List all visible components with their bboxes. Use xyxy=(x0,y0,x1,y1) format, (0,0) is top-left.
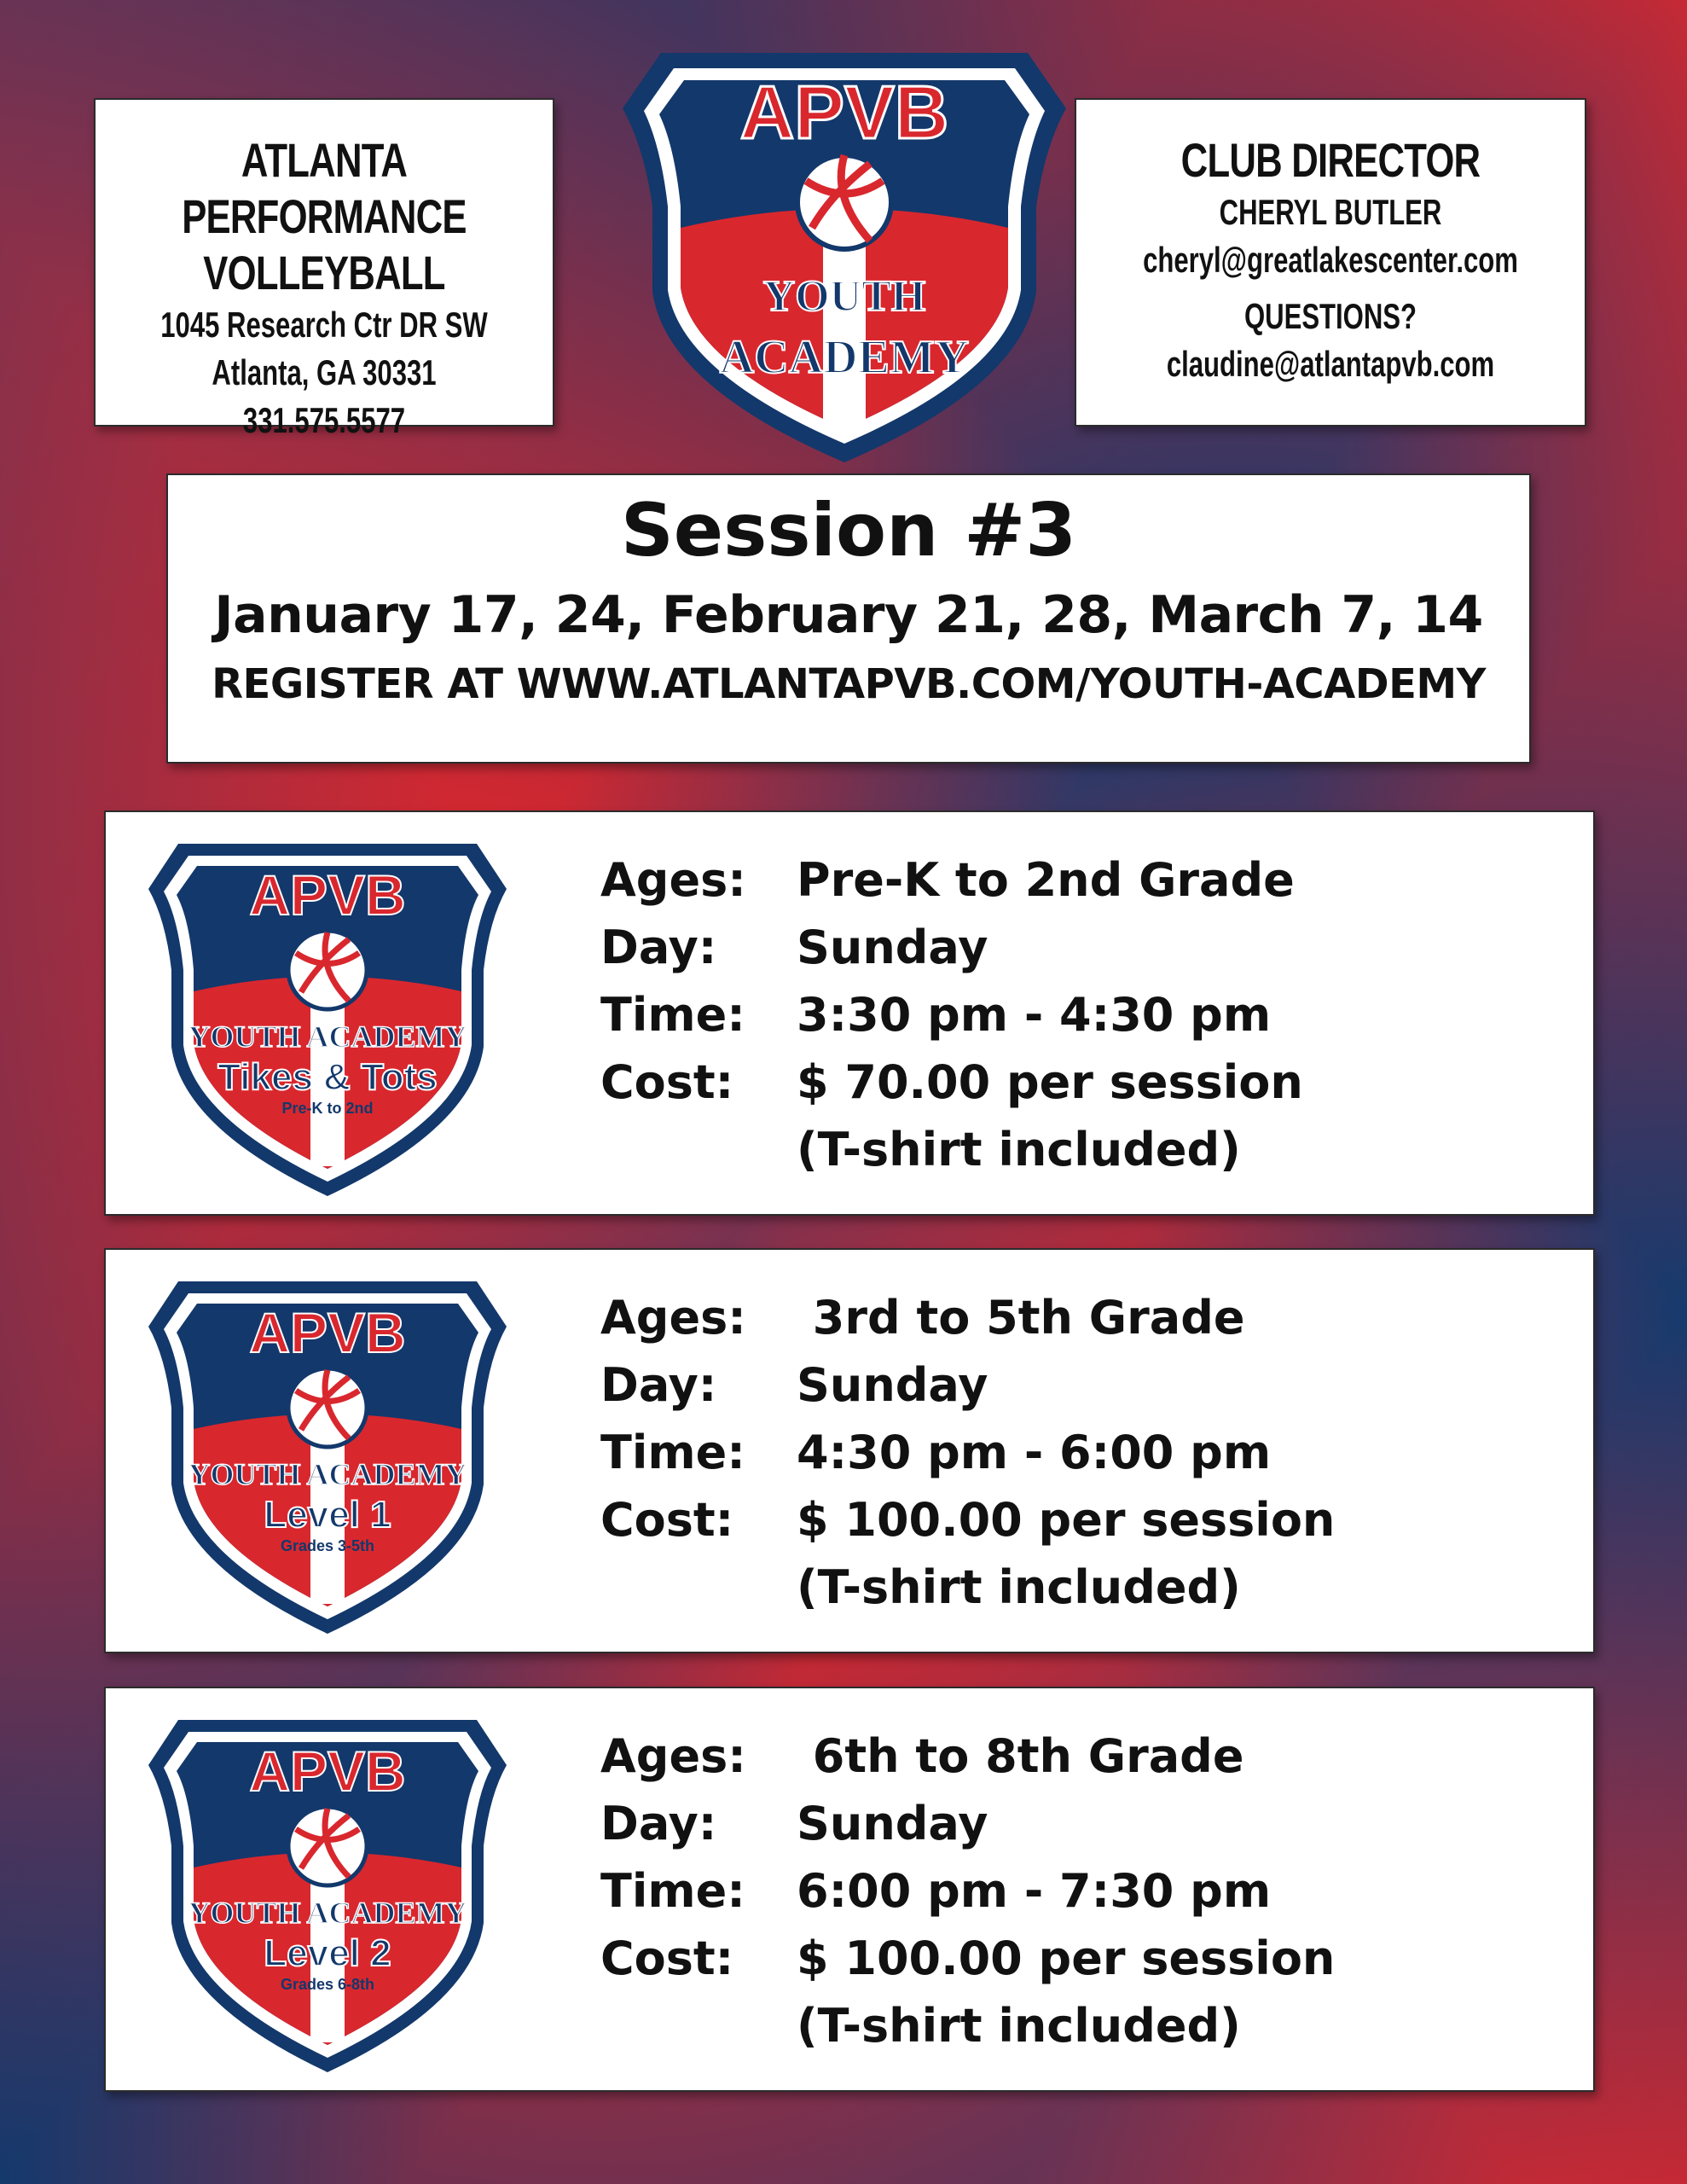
director-heading: CLUB DIRECTOR xyxy=(1180,133,1481,187)
day-value: Sunday xyxy=(797,1358,988,1412)
questions-email[interactable]: claudine@atlantapvb.com xyxy=(1166,344,1495,384)
ages-value: Pre-K to 2nd Grade xyxy=(797,853,1295,907)
time-label: Time: xyxy=(600,1864,745,1918)
badge-brand: APVB xyxy=(249,863,406,926)
cost-note: (T-shirt included) xyxy=(797,1999,1241,2053)
club-address-line1: 1045 Research Ctr DR SW xyxy=(160,305,488,345)
ages-value: 6th to 8th Grade xyxy=(797,1729,1244,1783)
day-label: Day: xyxy=(600,921,717,974)
cost-note: (T-shirt included) xyxy=(797,1123,1241,1176)
badge-academy: YOUTH ACADEMY xyxy=(188,1019,467,1054)
badge-level: Level 2 xyxy=(264,1932,391,1974)
day-label: Day: xyxy=(600,1797,717,1850)
cost-value: $ 100.00 per session xyxy=(797,1931,1336,1985)
time-value: 6:00 pm - 7:30 pm xyxy=(797,1864,1272,1918)
time-label: Time: xyxy=(600,1426,745,1479)
badge-grades: Grades 3-5th xyxy=(280,1537,375,1554)
club-name-line2: VOLLEYBALL xyxy=(203,246,445,299)
day-value: Sunday xyxy=(797,1797,988,1850)
badge-level: Tikes & Tots xyxy=(217,1056,438,1098)
level2-badge-icon xyxy=(144,1710,511,2077)
program-card xyxy=(104,810,1595,1216)
program-info xyxy=(600,1284,1335,1621)
program-card xyxy=(104,1687,1595,2092)
session-panel xyxy=(166,473,1531,764)
director-panel xyxy=(1075,98,1586,427)
program-card xyxy=(104,1248,1595,1653)
ages-label: Ages: xyxy=(600,1729,746,1783)
director-email[interactable]: cheryl@greatlakescenter.com xyxy=(1143,240,1518,280)
director-name: CHERYL BUTLER xyxy=(1219,192,1442,232)
day-label: Day: xyxy=(600,1358,717,1412)
badge-grades: Grades 6-8th xyxy=(280,1976,375,1993)
club-phone: 331.575.5577 xyxy=(242,400,406,440)
level1-badge-icon xyxy=(144,1271,511,1638)
ages-label: Ages: xyxy=(600,853,746,907)
session-title: Session #3 xyxy=(620,488,1077,573)
cost-label: Cost: xyxy=(600,1055,734,1109)
program-info xyxy=(600,846,1303,1183)
cost-label: Cost: xyxy=(600,1493,734,1547)
cost-value: $ 70.00 per session xyxy=(797,1055,1303,1109)
ages-value: 3rd to 5th Grade xyxy=(797,1291,1245,1345)
badge-grades: Pre-K to 2nd xyxy=(281,1100,374,1117)
club-info-panel xyxy=(94,98,554,440)
logo-brand: APVB xyxy=(739,70,949,154)
club-address-line2: Atlanta, GA 30331 xyxy=(212,352,437,392)
badge-brand: APVB xyxy=(249,1740,406,1803)
session-dates: January 17, 24, February 21, 28, March 7, 14 xyxy=(214,585,1483,645)
badge-academy: YOUTH ACADEMY xyxy=(188,1896,467,1930)
apvb-logo-main xyxy=(614,36,1075,471)
logo-line2: ACADEMY xyxy=(719,331,970,384)
cost-label: Cost: xyxy=(600,1931,734,1985)
tikes-tots-badge-icon xyxy=(144,834,511,1200)
badge-brand: APVB xyxy=(249,1301,406,1364)
time-label: Time: xyxy=(600,988,745,1042)
time-value: 4:30 pm - 6:00 pm xyxy=(797,1426,1272,1479)
time-value: 3:30 pm - 4:30 pm xyxy=(797,988,1272,1042)
program-info xyxy=(600,1722,1335,2059)
cost-value: $ 100.00 per session xyxy=(797,1493,1336,1547)
badge-level: Level 1 xyxy=(264,1494,391,1536)
badge-academy: YOUTH ACADEMY xyxy=(188,1457,467,1491)
logo-line1: YOUTH xyxy=(762,272,926,321)
club-name-line1: ATLANTA PERFORMANCE xyxy=(182,133,467,243)
ages-label: Ages: xyxy=(600,1291,746,1345)
cost-note: (T-shirt included) xyxy=(797,1560,1241,1614)
day-value: Sunday xyxy=(797,921,988,974)
questions-label: QUESTIONS? xyxy=(1244,296,1417,336)
register-link[interactable]: REGISTER AT WWW.ATLANTAPVB.COM/YOUTH-ACADEMY xyxy=(212,660,1486,708)
